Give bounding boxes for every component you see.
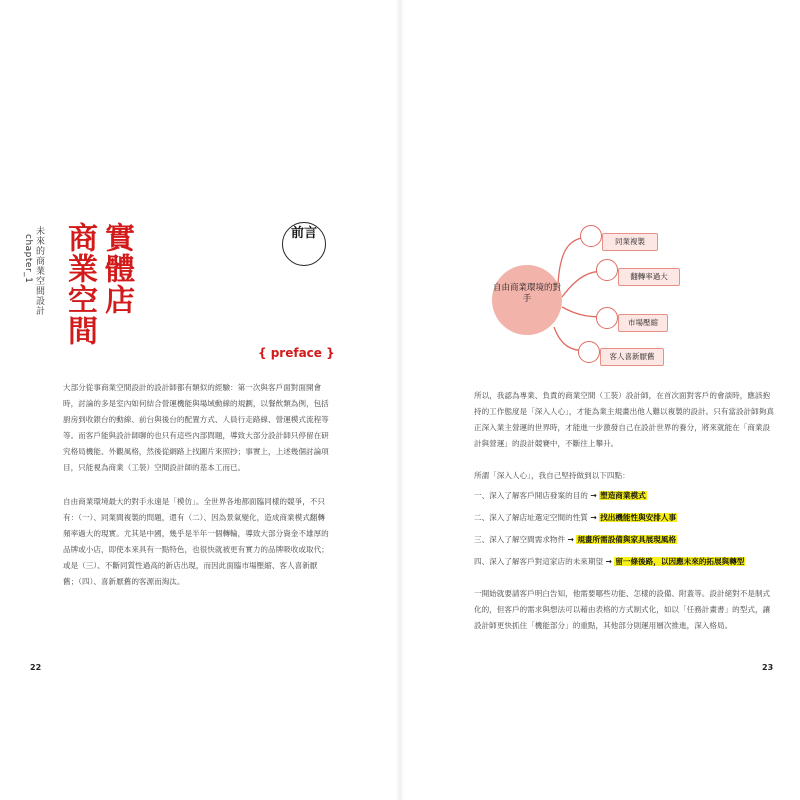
diagram-label-market: 市場壓縮 [618, 314, 668, 332]
arrow-icon: → [567, 535, 574, 544]
running-header [22, 226, 44, 316]
preface-badge-text: 前言 [290, 226, 317, 241]
right-paragraph-2: 所謂「深入人心」，我自己堅持做到以下四點： [474, 471, 630, 480]
diagram-node-4 [578, 341, 600, 363]
list-item [474, 510, 677, 526]
right-paragraph-1: 所以，我認為專業、負責的商業空間（工裝）設計師，在首次面對客戶的會談時，應該抱持的工作態度是「深入人心」，才能為業主規畫出他人難以複製的設計。只有當設計師夠真正深入業主營運的世界時，才能進一步激發自己在設計世界的養分，將來就能在「商業設計與營運」的設計競賽中，不斷往上攀升。 [474, 391, 774, 448]
preface-badge [282, 222, 326, 266]
diagram-node-3 [596, 307, 618, 329]
preface-label: { preface } [258, 346, 335, 360]
list-item [474, 532, 677, 548]
list-item-highlight: 規畫所需設備與家具展現風格 [577, 535, 677, 544]
list-item [474, 488, 647, 504]
running-title: 未來的商業空間設計 [34, 226, 44, 316]
left-paragraph-2: 自由商業環境最大的對手永遠是「模仿」。全世界各地都面臨同樣的競爭，不只有：（一）、同業間複製的問題，還有（二）、因為景氣變化，造成商業模式翻轉頻率過大的現實。尤其是中國，幾乎是半年一個轉輪，導致大部分資金不雄厚的品牌或小店，即使本來具有一點特色，也很快就被更有實力的品牌吸收或取代；或是（三）、不斷同質性過高的新店出現，而因此面臨市場壓縮、客人喜新厭舊；（四）、喜新厭舊的客源而淘汰。 [63, 497, 329, 586]
page-number-right: 23 [762, 663, 774, 672]
list-item-text: 一、深入了解客戶開店發案的目的 [474, 491, 588, 500]
diagram-label-turnover: 翻轉率過大 [618, 268, 680, 286]
diagram-label-copying: 同業複製 [602, 233, 658, 251]
arrow-icon: → [590, 513, 597, 522]
competitor-diagram [492, 215, 668, 375]
list-item-highlight: 塑造商業模式 [600, 491, 646, 500]
left-paragraph-1: 大部分從事商業空間設計的設計師都有類似的經驗：第一次與客戶面對面開會時，討論的多是室內如何結合營運機能與場域動線的規劃，以餐飲類為例，包括廚房到收銀台的動線、前台與後台的配置方式、人員行走路線、營運模式流程等等。而客戶能與設計師聊的也只有這些內部問題，導致大部分設計師只停留在研究格局機能、外觀風格，然後從網路上找圖片來照抄；事實上，上述幾個討論項目，只能視為商業（工裝）空間設計師的基本工而已。 [63, 383, 329, 472]
diagram-node-1 [580, 225, 602, 247]
diagram-center-label: 自由商業環境的對手 [492, 283, 561, 304]
page-number-left: 22 [30, 663, 42, 672]
title-line-physical-store: 實體店 [99, 222, 134, 315]
diagram-center-node [492, 265, 562, 335]
list-item-text: 四、深入了解客戶對這家店的未來期望 [474, 557, 604, 566]
arrow-icon: → [605, 557, 612, 566]
arrow-icon: → [590, 491, 597, 500]
diagram-node-2 [596, 259, 618, 281]
list-item-highlight: 找出機能性與安排人事 [600, 513, 677, 522]
title-line-commercial-space: 商業空間 [62, 222, 97, 346]
chapter-label: chapter_1 [23, 234, 33, 284]
diagram-label-customers: 客人喜新厭舊 [600, 348, 664, 366]
right-paragraph-3: 一開始就要請客戶明白告知，他需要哪些功能、怎樣的設備、附蓋等。設計絕對不是制式化的，但客戶的需求與想法可以藉由表格的方式制式化，如以「任務計畫書」的型式，讓設計師更快抓住「機能部分」的重點，其他部分則運用層次推進，深入格局。 [474, 589, 771, 630]
list-item-highlight: 留一條後路，以因應未來的拓展與轉型 [615, 557, 745, 566]
list-item-text: 二、深入了解店址選定空間的性質 [474, 513, 588, 522]
book-spine [396, 0, 404, 800]
list-item-text: 三、深入了解空間需求物件 [474, 535, 566, 544]
list-item [474, 554, 745, 570]
